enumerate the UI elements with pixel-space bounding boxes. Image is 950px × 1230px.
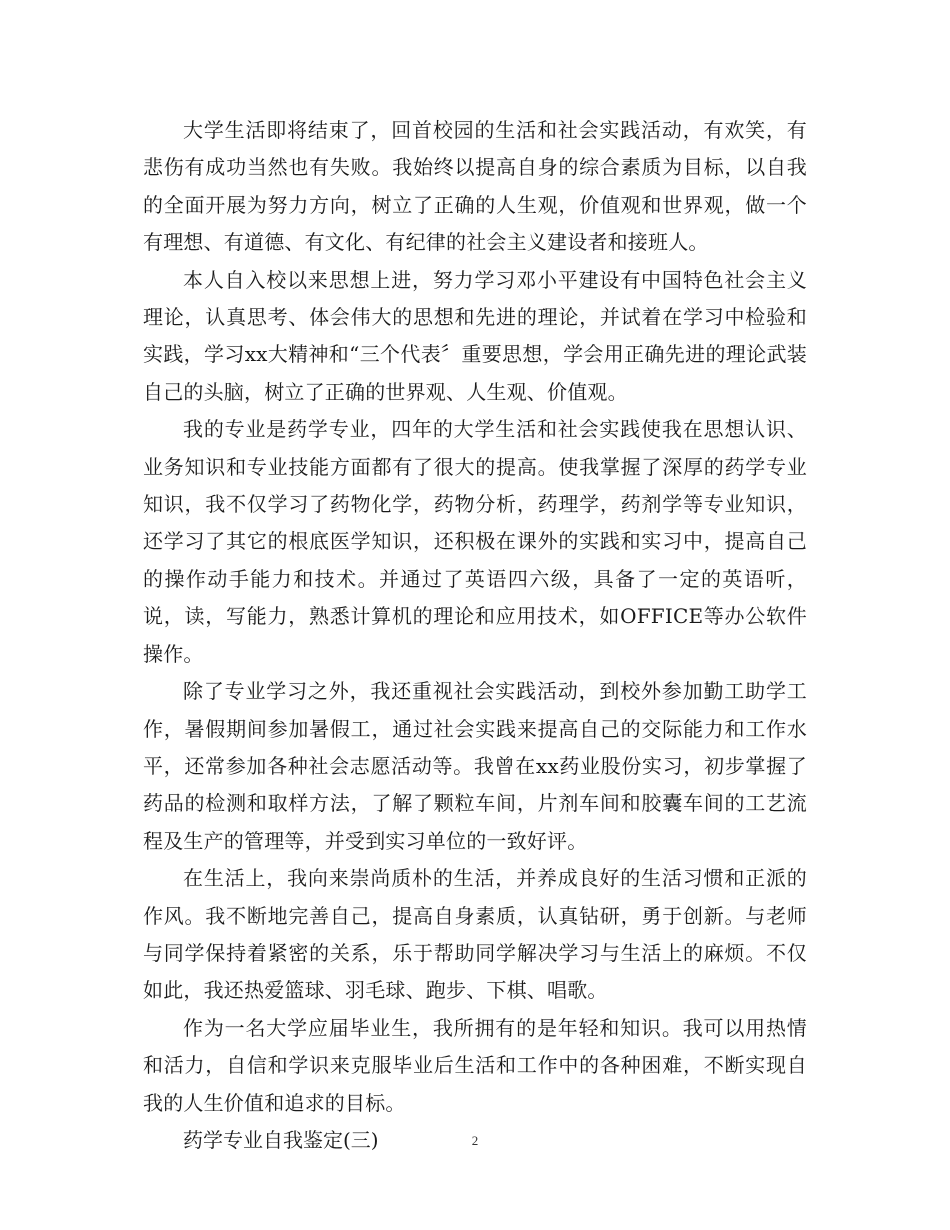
paragraph-6: 作为一名大学应届毕业生，我所拥有的是年轻和知识。我可以用热情和活力，自信和学识来克服毕业后生活和工作中的各种困难，不断实现自我的人生价值和追求的目标。 xyxy=(143,1015,807,1115)
paragraph-3: 我的专业是药学专业，四年的大学生活和社会实践使我在思想认识、业务知识和专业技能方面都有了很大的提高。使我掌握了深厚的药学专业知识，我不仅学习了药物化学，药物分析，药理学，药剂学等专业知识，还学习了其它的根底医学知识，还积极在课外的实践和实习中，提高自己的操作动手能力和技术。并通过了英语四六级，具备了一定的英语听，说，读，写能力，熟悉计算机的理论和应用技术，如OFFICE等办公软件操作。 xyxy=(143,417,807,666)
paragraph-4: 除了专业学习之外，我还重视社会实践活动，到校外参加勤工助学工作，暑假期间参加暑假工，通过社会实践来提高自己的交际能力和工作水平，还常参加各种社会志愿活动等。我曾在xx药业股份实习，初步掌握了药品的检测和取样方法，了解了颗粒车间，片剂车间和胶囊车间的工艺流程及生产的管理等，并受到实习单位的一致好评。 xyxy=(143,679,807,853)
page-number: 2 xyxy=(471,1133,479,1148)
paragraph-5: 在生活上，我向来崇尚质朴的生活，并养成良好的生活习惯和正派的作风。我不断地完善自己，提高自身素质，认真钻研，勇于创新。与老师与同学保持着紧密的关系，乐于帮助同学解决学习与生活上的麻烦。不仅如此，我还热爱篮球、羽毛球、跑步、下棋、唱歌。 xyxy=(143,866,807,1003)
document-body xyxy=(143,112,807,1159)
section-heading: 药学专业自我鉴定(三) xyxy=(183,1127,379,1152)
paragraph-2: 本人自入校以来思想上进，努力学习邓小平建设有中国特色社会主义理论，认真思考、体会伟大的思想和先进的理论，并试着在学习中检验和实践，学习xx大精神和“三个代表〞重要思想，学会用正确先进的理论武装自己的头脑，树立了正确的世界观、人生观、价值观。 xyxy=(143,267,807,404)
paragraph-1: 大学生活即将结束了，回首校园的生活和社会实践活动，有欢笑，有悲伤有成功当然也有失败。我始终以提高自身的综合素质为目标，以自我的全面开展为努力方向，树立了正确的人生观，价值观和世界观，做一个有理想、有道德、有文化、有纪律的社会主义建设者和接班人。 xyxy=(143,118,807,255)
